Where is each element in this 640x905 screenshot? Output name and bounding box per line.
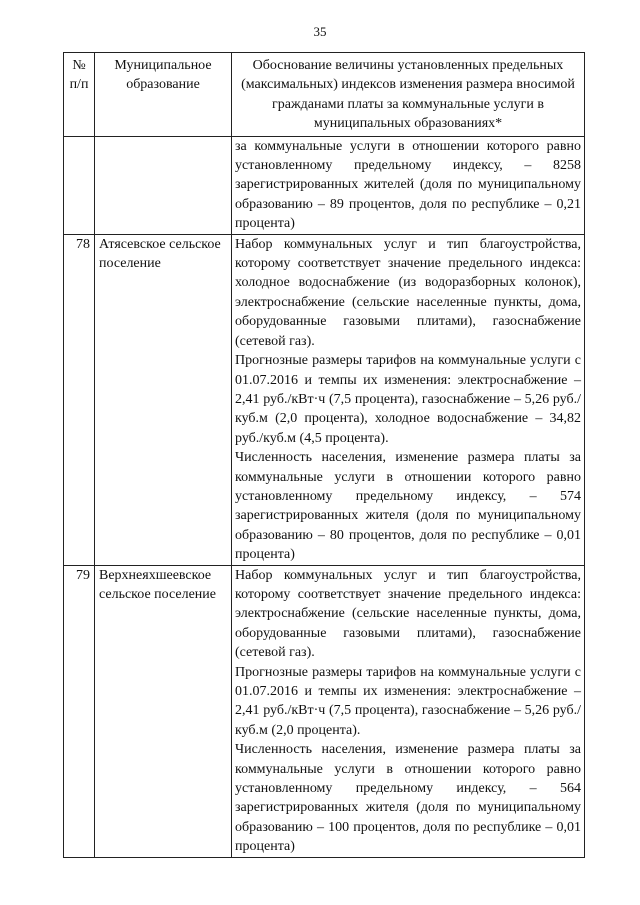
justification-paragraph: за коммунальные услуги в отношении которого равно установленному предельному индексу, – 8258 зарегистрированных жителей (доля по муниципальному образованию – 89 процентов, доля по республике – 0,21 процента) [235, 138, 581, 232]
justification-paragraph: Прогнозные размеры тарифов на коммунальные услуги с 01.07.2016 и темпы их изменения: электроснабжение – 2,41 руб./кВт·ч (7,5 процента), газоснабжение – 5,26 руб./куб.м (2,0 процента). [235, 664, 581, 738]
page-number: 35 [313, 24, 327, 39]
justification-paragraph: Прогнозные размеры тарифов на коммунальные услуги с 01.07.2016 и темпы их изменения: электроснабжение – 2,41 руб./кВт·ч (7,5 процента), газоснабжение – 5,26 руб./куб.м (2,0 процента), холодное водоснабжение – 34,82 руб./куб.м (4,5 процента). [235, 353, 581, 446]
justification-paragraph: Набор коммунальных услуг и тип благоустройства, которому соответствует значение предельного индекса: электроснабжение (сельские населенные пункты, дома, оборудованные газовыми плитами), газоснабжение (сетевой газ). [235, 567, 581, 661]
table-row [64, 565, 585, 857]
justification-paragraph: Набор коммунальных услуг и тип благоустройства, которому соответствует значение предельного индекса: холодное водоснабжение (из водоразборных колонок), электроснабжение (сельские населенные пункты, дома, оборудованные газовыми плитами), газоснабжение (сетевой газ). [235, 236, 581, 349]
row-justification [232, 136, 585, 234]
row-justification [232, 565, 585, 857]
row-municipality [95, 136, 232, 234]
justification-paragraph: Численность населения, изменение размера платы за коммунальные услуги в отношении которого равно установленному предельному индексу, – 574 зарегистрированных жителя (доля по муниципальному образованию – 80 процентов, доля по республике – 0,01 процента) [235, 450, 581, 563]
row-justification [232, 234, 585, 565]
indices-table [63, 52, 585, 858]
row-num: 79 [64, 565, 95, 857]
justification-paragraph: Численность населения, изменение размера платы за коммунальные услуги в отношении которого равно установленному предельному индексу, – 564 зарегистрированных жителя (доля по муниципальному образованию – 100 процентов, доля по республике – 0,01 процента) [235, 742, 581, 855]
table-row [64, 136, 585, 234]
row-num: 78 [64, 234, 95, 565]
table-header-row [64, 53, 585, 137]
header-justification: Обоснование величины установленных предельных (максимальных) индексов изменения размера вносимой гражданами платы за коммунальные услуги в муниципальных образованиях* [232, 53, 585, 137]
table-row [64, 234, 585, 565]
row-municipality: Атясевское сельское поселение [95, 234, 232, 565]
header-municipality: Муниципальное образование [95, 53, 232, 137]
row-num [64, 136, 95, 234]
header-num: № п/п [64, 53, 95, 137]
row-municipality: Верхнеяхшеевское сельское поселение [95, 565, 232, 857]
